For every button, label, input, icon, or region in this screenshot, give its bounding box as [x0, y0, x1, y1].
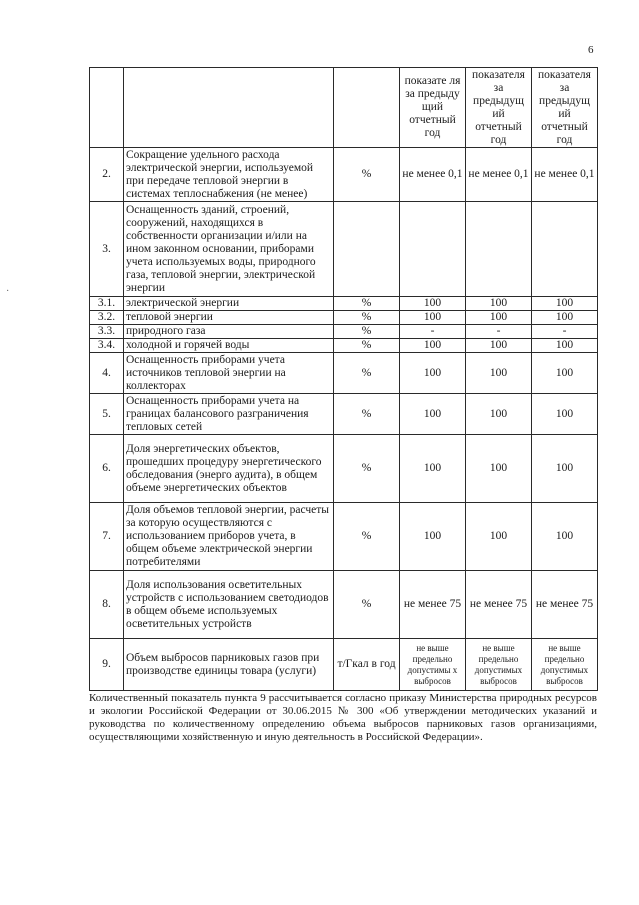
row-number: 3.3. [90, 325, 124, 339]
row-value: - [400, 325, 466, 339]
table-row [90, 297, 598, 311]
row-value: не менее 75 [532, 571, 598, 639]
row-value: 100 [466, 311, 532, 325]
row-name: холодной и горячей воды [124, 339, 334, 353]
header-num-cell [90, 68, 124, 148]
scan-mark: · [6, 286, 10, 297]
row-value [466, 202, 532, 297]
row-unit: % [334, 503, 400, 571]
row-unit: % [334, 297, 400, 311]
row-value: 100 [400, 311, 466, 325]
header-unit-cell [334, 68, 400, 148]
row-name: электрической энергии [124, 297, 334, 311]
row-value: - [466, 325, 532, 339]
footnote: Количественный показатель пункта 9 рассчитывается согласно приказу Министерства природных ресурсов и экологии Российской Федерации от 30.06.2015 № 300 «Об утверждении методических указаний и руководства по количественному определению объема выбросов парниковых газов организациями, осуществляющими хозяйственную и иную деятельность в Российской Федерации». [89, 692, 597, 743]
row-value [532, 202, 598, 297]
row-value: не менее 75 [400, 571, 466, 639]
row-number: 5. [90, 394, 124, 435]
table-row [90, 148, 598, 202]
row-unit [334, 202, 400, 297]
row-value: не выше предельно допустимы х выбросов [400, 639, 466, 691]
row-value: не менее 75 [466, 571, 532, 639]
row-value [400, 202, 466, 297]
row-value: 100 [400, 435, 466, 503]
row-name: Оснащенность приборами учета источников тепловой энергии на коллекторах [124, 353, 334, 394]
row-value: 100 [532, 503, 598, 571]
table-header-row [90, 68, 598, 148]
row-number: 6. [90, 435, 124, 503]
row-value: 100 [466, 394, 532, 435]
row-value: 100 [466, 353, 532, 394]
table-row [90, 325, 598, 339]
row-name: тепловой энергии [124, 311, 334, 325]
table-row [90, 202, 598, 297]
table-row [90, 571, 598, 639]
table-row [90, 435, 598, 503]
row-value: 100 [532, 435, 598, 503]
row-value: не менее 0,1 [400, 148, 466, 202]
row-value: 100 [466, 503, 532, 571]
row-value: 100 [532, 297, 598, 311]
row-number: 4. [90, 353, 124, 394]
row-number: 3.2. [90, 311, 124, 325]
row-unit: % [334, 148, 400, 202]
row-name: Сокращение удельного расхода электрической энергии, используемой при передаче тепловой энергии в системах теплоснабжения (не менее) [124, 148, 334, 202]
header-name-cell [124, 68, 334, 148]
header-col-1: показате ля за предыду щий отчетный год [400, 68, 466, 148]
row-value: 100 [532, 339, 598, 353]
row-value: не выше предельно допустимых выбросов [532, 639, 598, 691]
row-name: Объем выбросов парниковых газов при производстве единицы товара (услуги) [124, 639, 334, 691]
row-number: 3.1. [90, 297, 124, 311]
page-number: 6 [588, 44, 594, 56]
row-value: не выше предельно допустимых выбросов [466, 639, 532, 691]
row-value: не менее 0,1 [466, 148, 532, 202]
table-row [90, 311, 598, 325]
table-row [90, 339, 598, 353]
table-row [90, 503, 598, 571]
row-number: 7. [90, 503, 124, 571]
header-col-2: показателя за предыдущ ий отчетный год [466, 68, 532, 148]
row-value: 100 [400, 503, 466, 571]
row-unit: % [334, 353, 400, 394]
indicators-table [89, 67, 598, 691]
row-number: 3.4. [90, 339, 124, 353]
row-value: 100 [532, 394, 598, 435]
row-value: 100 [466, 339, 532, 353]
row-value: 100 [466, 297, 532, 311]
table-row [90, 639, 598, 691]
header-col-3: показателя за предыдущ ий отчетный год [532, 68, 598, 148]
row-unit: % [334, 311, 400, 325]
row-unit: т/Гкал в год [334, 639, 400, 691]
row-unit: % [334, 571, 400, 639]
row-number: 2. [90, 148, 124, 202]
row-value: 100 [400, 339, 466, 353]
row-value: 100 [400, 353, 466, 394]
row-name: Оснащенность приборами учета на границах балансового разграничения тепловых сетей [124, 394, 334, 435]
row-unit: % [334, 325, 400, 339]
row-name: природного газа [124, 325, 334, 339]
row-unit: % [334, 339, 400, 353]
row-name: Доля энергетических объектов, прошедших процедуру энергетического обследования (энерго аудита), в общем объеме энергетических объектов [124, 435, 334, 503]
row-unit: % [334, 435, 400, 503]
row-number: 8. [90, 571, 124, 639]
row-name: Доля объемов тепловой энергии, расчеты за которую осуществляются с использованием приборов учета, в общем объеме электрической энергии потребителями [124, 503, 334, 571]
table-row [90, 353, 598, 394]
table-row [90, 394, 598, 435]
row-unit: % [334, 394, 400, 435]
row-value: не менее 0,1 [532, 148, 598, 202]
row-name: Оснащенность зданий, строений, сооружений, находящихся в собственности организации и/или на ином законном основании, приборами учета используемых воды, природного газа, тепловой энергии, электрической энергии [124, 202, 334, 297]
row-value: - [532, 325, 598, 339]
row-value: 100 [532, 311, 598, 325]
row-value: 100 [400, 394, 466, 435]
row-value: 100 [400, 297, 466, 311]
row-number: 9. [90, 639, 124, 691]
row-number: 3. [90, 202, 124, 297]
row-value: 100 [532, 353, 598, 394]
row-name: Доля использования осветительных устройств с использованием светодиодов в общем объеме используемых осветительных устройств [124, 571, 334, 639]
row-value: 100 [466, 435, 532, 503]
